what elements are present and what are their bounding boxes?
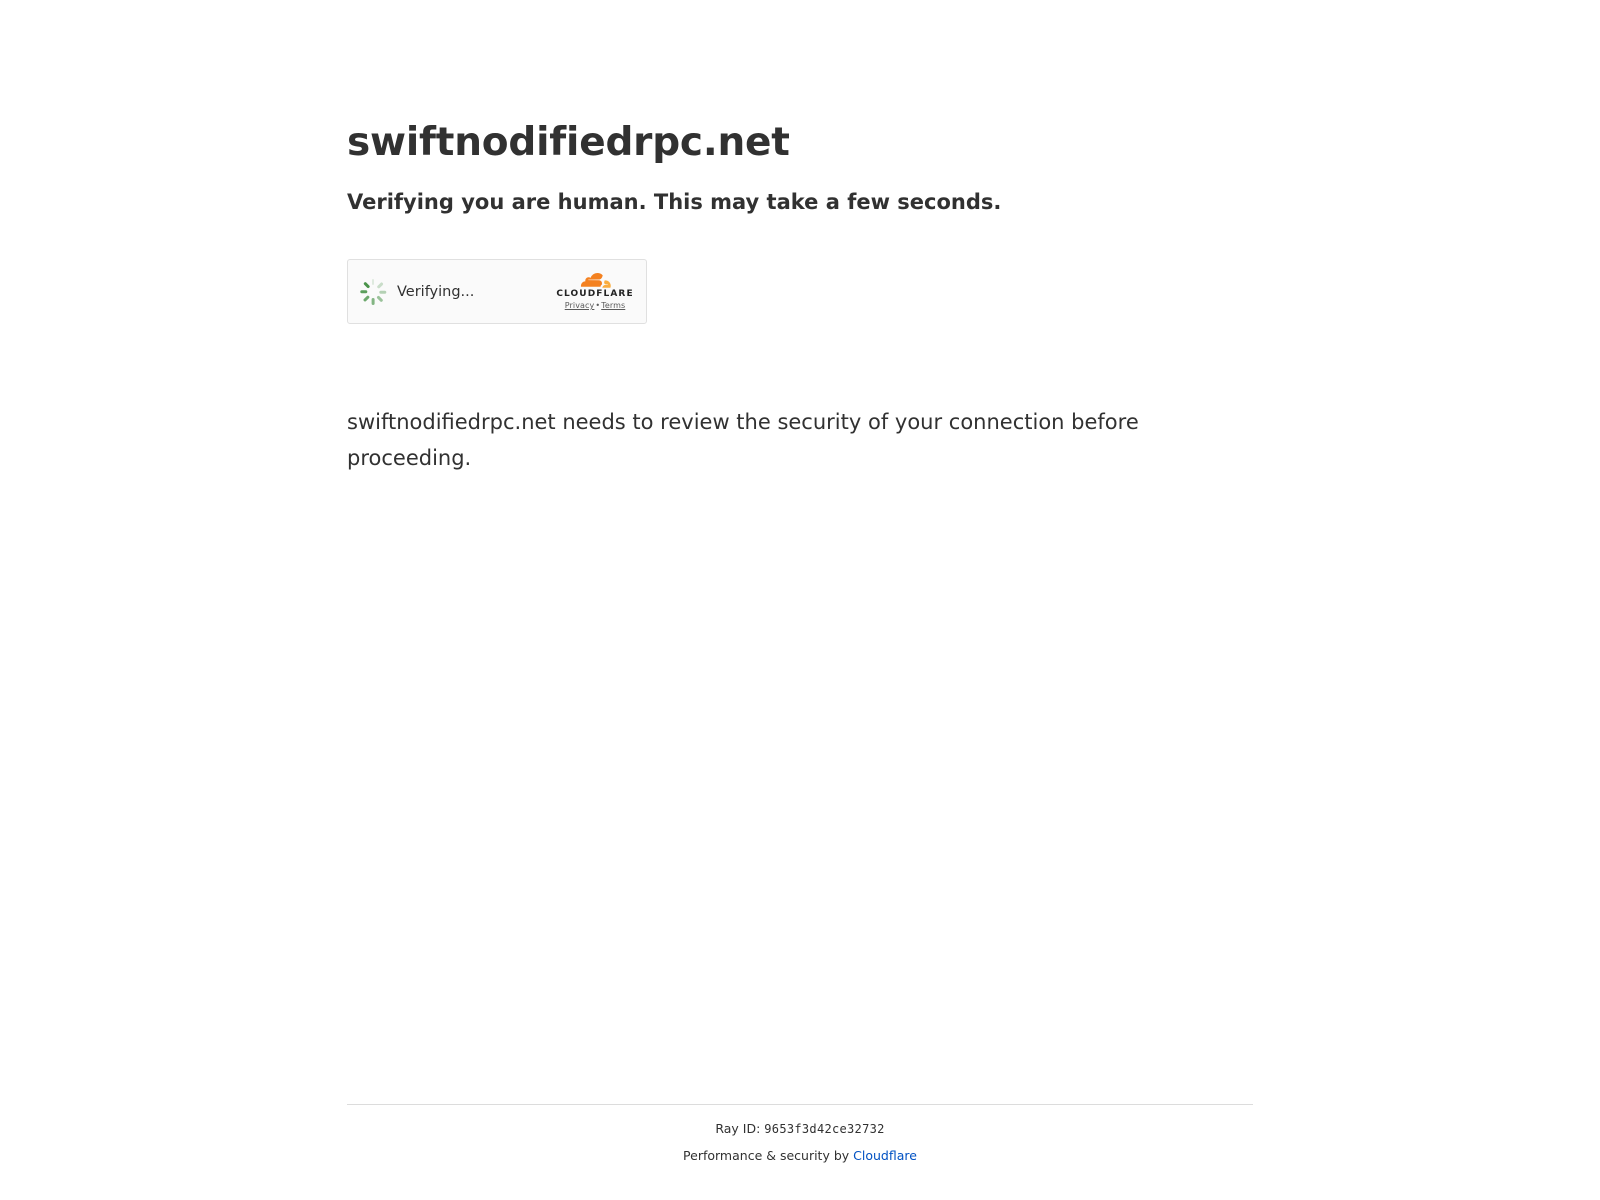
link-separator: • (595, 301, 601, 311)
ray-id-label: Ray ID: (715, 1121, 761, 1136)
page-footer (347, 1104, 1253, 1163)
ray-id-value: 9653f3d42ce32732 (764, 1122, 885, 1136)
verifying-status-label: Verifying... (397, 283, 475, 300)
privacy-link[interactable]: Privacy (564, 301, 595, 311)
cloudflare-wordmark: CLOUDFLARE (556, 289, 634, 300)
cloudflare-footer-link[interactable]: Cloudflare (853, 1148, 917, 1163)
cloudflare-cloud-icon (575, 273, 615, 289)
challenge-subtitle: Verifying you are human. This may take a few seconds. (347, 189, 1002, 214)
challenge-content (347, 120, 1267, 476)
ray-id-line (347, 1121, 1253, 1136)
widget-legal-links (556, 302, 634, 310)
performance-text: Performance & security by (683, 1148, 850, 1163)
performance-line (347, 1148, 1253, 1163)
cloudflare-branding (556, 273, 634, 310)
terms-link[interactable]: Terms (601, 301, 626, 311)
turnstile-widget[interactable] (347, 259, 647, 324)
loading-spinner-icon (360, 279, 386, 305)
page-title: swiftnodifiedrpc.net (347, 120, 790, 165)
challenge-description: swiftnodifiedrpc.net needs to review the security of your connection before proceeding. (347, 410, 1139, 471)
